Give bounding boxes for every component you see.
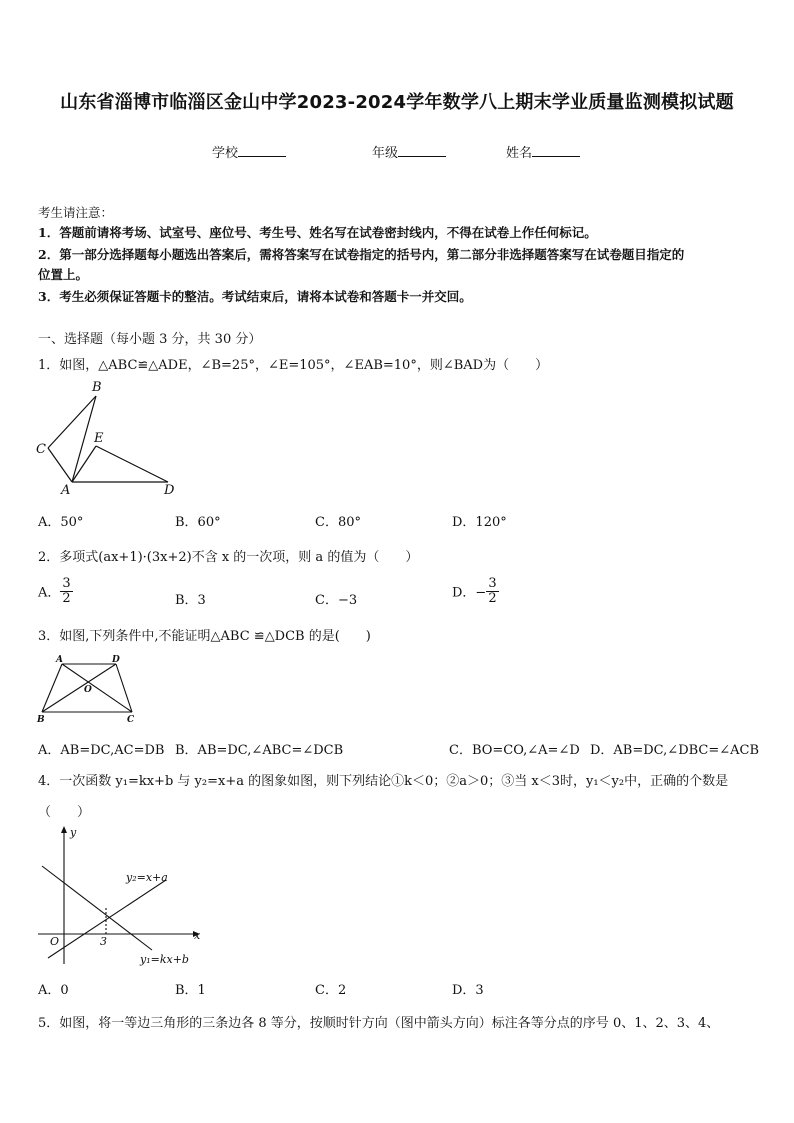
name-field — [506, 142, 580, 161]
section-heading: 一、选择题（每小题 3 分，共 30 分） — [38, 332, 262, 347]
q2-option-d[interactable] — [452, 577, 499, 605]
q5-stem: 5．如图，将一等边三角形的三条边各 8 等分，按顺时针方向（图中箭头方向）标注各等分点的序号 0、1、2、3、4、 — [38, 1016, 720, 1031]
q4-figure — [34, 824, 214, 970]
q4-label-line2: y₂=x+a — [126, 871, 168, 884]
q1-seg-ac — [48, 448, 72, 482]
q4-label-line1: y₁=kx+b — [140, 953, 189, 966]
q2-option-a-den: 2 — [62, 590, 71, 606]
notice-item-3: 3．考生必须保证答题卡的整洁。考试结束后，请将本试卷和答题卡一并交回。 — [38, 289, 472, 304]
notice-item-2-cont: 位置上。 — [38, 267, 89, 282]
notice-item-2: 2．第一部分选择题每小题选出答案后，需将答案写在试卷指定的括号内，第二部分非选择题答案写在试卷题目指定的 — [38, 247, 685, 262]
q4-line-y2 — [48, 880, 166, 958]
q2-option-a[interactable] — [38, 577, 73, 605]
name-label: 姓名 — [506, 146, 533, 161]
q1-option-b[interactable]: B．60° — [175, 515, 221, 530]
q2-option-b[interactable]: B．3 — [175, 593, 206, 608]
q2-option-a-fraction — [60, 577, 72, 605]
q1-label-d: D — [164, 483, 175, 498]
q1-label-b: B — [92, 380, 102, 395]
q1-option-a[interactable]: A．50° — [38, 515, 84, 530]
q1-label-e: E — [94, 431, 104, 446]
q2-option-d-fraction — [486, 577, 498, 605]
q4-label-origin: O — [50, 935, 60, 948]
q3-seg-ac — [62, 664, 132, 712]
q3-label-b: B — [37, 715, 45, 725]
grade-label: 年级 — [372, 146, 399, 161]
q2-stem: 2．多项式(ax+1)·(3x+2)不含 x 的一次项，则 a 的值为（ ） — [38, 550, 419, 565]
q3-option-a[interactable]: A．AB=DC,AC=DB — [38, 743, 165, 758]
school-label: 学校 — [212, 146, 239, 161]
q4-option-d[interactable]: D．3 — [452, 983, 484, 998]
q2-option-a-num: 3 — [62, 576, 71, 591]
q1-figure — [32, 376, 192, 500]
q1-stem: 1．如图，△ABC≌△ADE，∠B=25°，∠E=105°，∠EAB=10°，则∠BAD为（ ） — [38, 358, 549, 373]
q1-seg-ae — [72, 446, 96, 482]
school-blank — [238, 144, 286, 157]
name-blank — [532, 144, 580, 157]
q2-option-d-num: 3 — [488, 576, 497, 591]
q3-label-o: O — [84, 685, 92, 695]
q1-option-c[interactable]: C．80° — [315, 515, 361, 530]
q4-stem-line2: （ ） — [38, 805, 91, 820]
q4-stem-line1: 4．一次函数 y₁=kx+b 与 y₂=x+a 的图象如图，则下列结论①k＜0；②a＞0；③当 x＜3时，y₁＜y₂中，正确的个数是 — [38, 774, 729, 789]
school-field — [212, 142, 286, 161]
q1-label-a: A — [61, 483, 71, 498]
q2-option-d-prefix: D．− — [452, 585, 487, 601]
q3-figure — [34, 652, 144, 726]
notice-heading: 考生请注意： — [38, 205, 114, 220]
q4-label-x: x — [194, 929, 201, 942]
q3-seg-db — [42, 664, 116, 712]
q4-label-tick: 3 — [100, 935, 107, 948]
q3-stem: 3．如图,下列条件中,不能证明△ABC ≌△DCB 的是( ) — [38, 629, 371, 644]
q3-label-c: C — [127, 715, 135, 725]
q2-option-d-den: 2 — [488, 590, 497, 606]
grade-field — [372, 142, 446, 161]
q3-option-d[interactable]: D．AB=DC,∠DBC=∠ACB — [590, 743, 760, 758]
q1-option-d[interactable]: D．120° — [452, 515, 507, 530]
q3-label-d: D — [112, 655, 120, 665]
q4-y-arrow-icon — [61, 826, 67, 833]
grade-blank — [398, 144, 446, 157]
q4-option-c[interactable]: C．2 — [315, 983, 347, 998]
q4-option-a[interactable]: A．0 — [38, 983, 69, 998]
q1-label-c: C — [36, 442, 46, 457]
q3-label-a: A — [56, 655, 63, 665]
q4-label-y: y — [70, 826, 77, 839]
q4-option-b[interactable]: B．1 — [175, 983, 206, 998]
q3-option-b[interactable]: B．AB=DC,∠ABC=∠DCB — [175, 743, 344, 758]
page-title: 山东省淄博市临淄区金山中学2023-2024学年数学八上期末学业质量监测模拟试题 — [60, 92, 734, 113]
notice-item-1: 1．答题前请将考场、试室号、座位号、考生号、姓名写在试卷密封线内，不得在试卷上作任何标记。 — [38, 225, 597, 240]
q1-seg-ed — [96, 446, 168, 482]
q3-seg-dc — [116, 664, 132, 712]
q2-option-a-prefix: A． — [38, 585, 61, 601]
q3-seg-ab — [42, 664, 62, 712]
q2-option-c[interactable]: C．−3 — [315, 593, 358, 608]
q3-option-c[interactable]: C．BO=CO,∠A=∠D — [449, 743, 580, 758]
